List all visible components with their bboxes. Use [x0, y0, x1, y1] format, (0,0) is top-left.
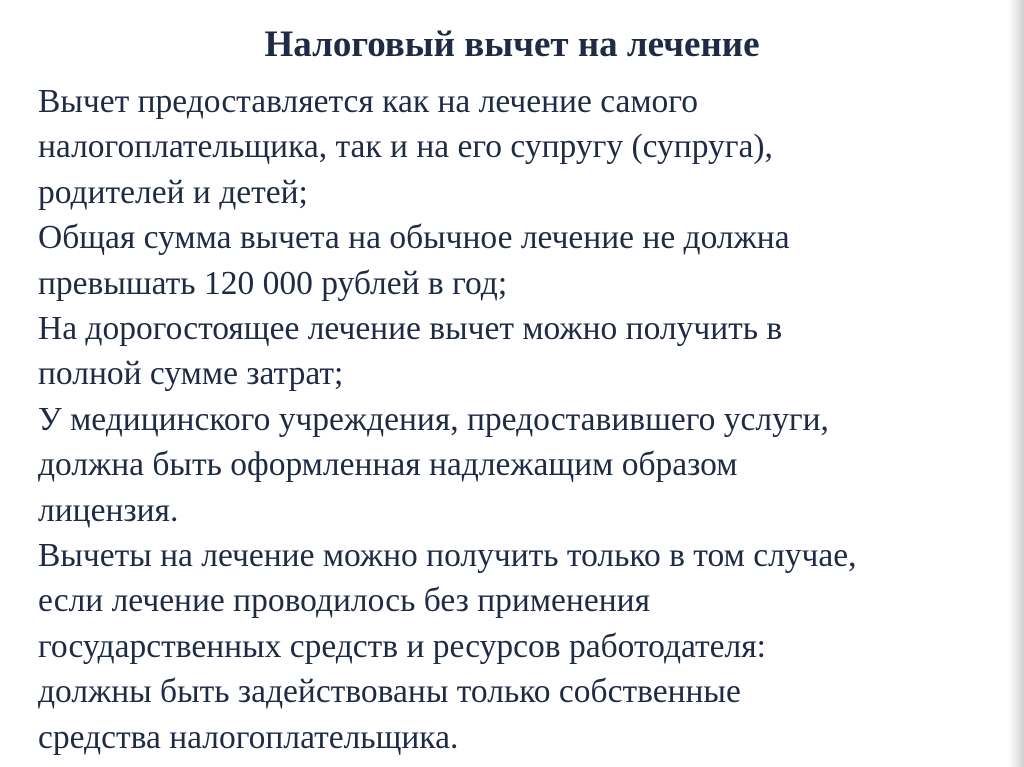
body-line: налогоплательщика, так и на его супругу (супруга), [38, 128, 773, 166]
body-line: средства налогоплательщика. [38, 718, 459, 756]
body-line: полной сумме затрат; [38, 355, 344, 393]
body-line: государственных средств и ресурсов работодателя: [38, 627, 766, 665]
slide-edge-shadow [1008, 0, 1024, 767]
body-line: должна быть оформленная надлежащим образом [38, 446, 738, 484]
slide-body [38, 79, 998, 760]
slide-title: Налоговый вычет на лечение [264, 24, 760, 65]
body-line: Вычет предоставляется как на лечение самого [38, 83, 698, 120]
body-line: превышать 120 000 рублей в год; [38, 264, 508, 302]
body-line: Общая сумма вычета на обычное лечение не должна [38, 219, 790, 257]
body-line: родителей и детей; [38, 173, 308, 211]
body-line: лицензия. [38, 491, 179, 529]
body-line: Вычеты на лечение можно получить только в том случае, [38, 537, 857, 575]
body-line: У медицинского учреждения, предоставившего услуги, [38, 400, 829, 438]
body-line: если лечение проводилось без применения [38, 582, 650, 620]
body-line: На дорогостоящее лечение вычет можно получить в [38, 310, 783, 348]
body-line: должны быть задействованы только собственные [38, 673, 741, 711]
